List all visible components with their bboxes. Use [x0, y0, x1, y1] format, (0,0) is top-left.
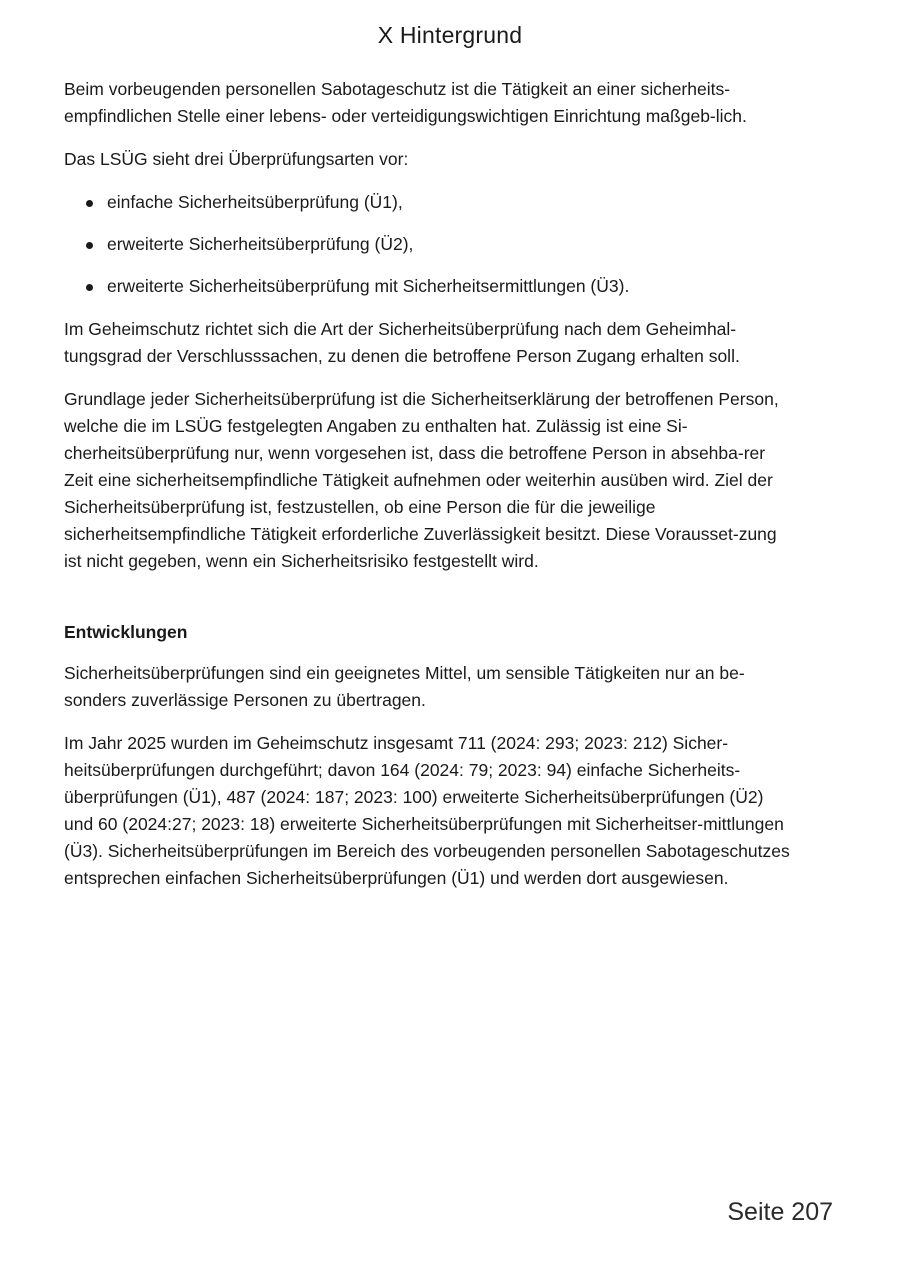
list-item	[64, 273, 794, 300]
paragraph-sabotage-protection: Beim vorbeugenden personellen Sabotageschutz ist die Tätigkeit an einer sicherheits-empfindlichen Stelle einer lebens- oder verteidigungswichtigen Einrichtung maßgeb-lich.	[64, 79, 747, 126]
check-types-list	[64, 189, 794, 300]
list-item-text: einfache Sicherheitsüberprüfung (Ü1),	[107, 192, 403, 212]
paragraph-secrecy-protection: Im Geheimschutz richtet sich die Art der Sicherheitsüberprüfung nach dem Geheimhal-tungsgrad der Verschlusssachen, zu denen die betroffene Person Zugang erhalten soll.	[64, 319, 740, 366]
bullet-icon	[86, 242, 93, 249]
bullet-icon	[86, 200, 93, 207]
page-title: X Hintergrund	[377, 22, 523, 48]
list-item	[64, 189, 794, 216]
page-number: Seite 207	[727, 1198, 833, 1226]
main-content	[64, 76, 794, 908]
list-item-text: erweiterte Sicherheitsüberprüfung mit Sicherheitsermittlungen (Ü3).	[107, 276, 630, 296]
section-heading: Entwicklungen	[64, 622, 188, 642]
paragraph-security-declaration: Grundlage jeder Sicherheitsüberprüfung ist die Sicherheitserklärung der betroffenen Person, welche die im LSÜG festgelegten Angaben zu enthalten hat. Zulässig ist eine Si-cherheitsüberprüfung nur, wenn vorgesehen ist, dass die betroffene Person in absehba-rer Zeit eine sicherheitsempfindliche Tätigkeit aufnehmen oder weiterhin ausüben wird. Ziel der Sicherheitsüberprüfung ist, festzustellen, ob eine Person die für die jeweilige sicherheitsempfindliche Tätigkeit erforderliche Zuverlässigkeit besitzt. Diese Vorausset-zung ist nicht gegeben, wenn ein Sicherheitsrisiko festgestellt wird.	[64, 389, 779, 571]
list-item	[64, 231, 794, 258]
paragraph-statistics: Im Jahr 2025 wurden im Geheimschutz insgesamt 711 (2024: 293; 2023: 212) Sicher-heitsüberprüfungen durchgeführt; davon 164 (2024: 79; 2023: 94) einfache Sicherheits-überprüfungen (Ü1), 487 (2024: 187; 2023: 100) erweiterte Sicherheitsüberprüfungen (Ü2) und 60 (2024:27; 2023: 18) erweiterte Sicherheitsüberprüfungen mit Sicherheitser-mittlungen (Ü3). Sicherheitsüberprüfungen im Bereich des vorbeugenden personellen Sabotageschutzes entsprechen einfachen Sicherheitsüberprüfungen (Ü1) und werden dort ausgewiesen.	[64, 733, 790, 888]
paragraph-check-types-intro: Das LSÜG sieht drei Überprüfungsarten vor:	[64, 149, 409, 169]
paragraph-developments-intro: Sicherheitsüberprüfungen sind ein geeignetes Mittel, um sensible Tätigkeiten nur an be-sonders zuverlässige Personen zu übertragen.	[64, 663, 745, 710]
list-item-text: erweiterte Sicherheitsüberprüfung (Ü2),	[107, 234, 414, 254]
bullet-icon	[86, 284, 93, 291]
